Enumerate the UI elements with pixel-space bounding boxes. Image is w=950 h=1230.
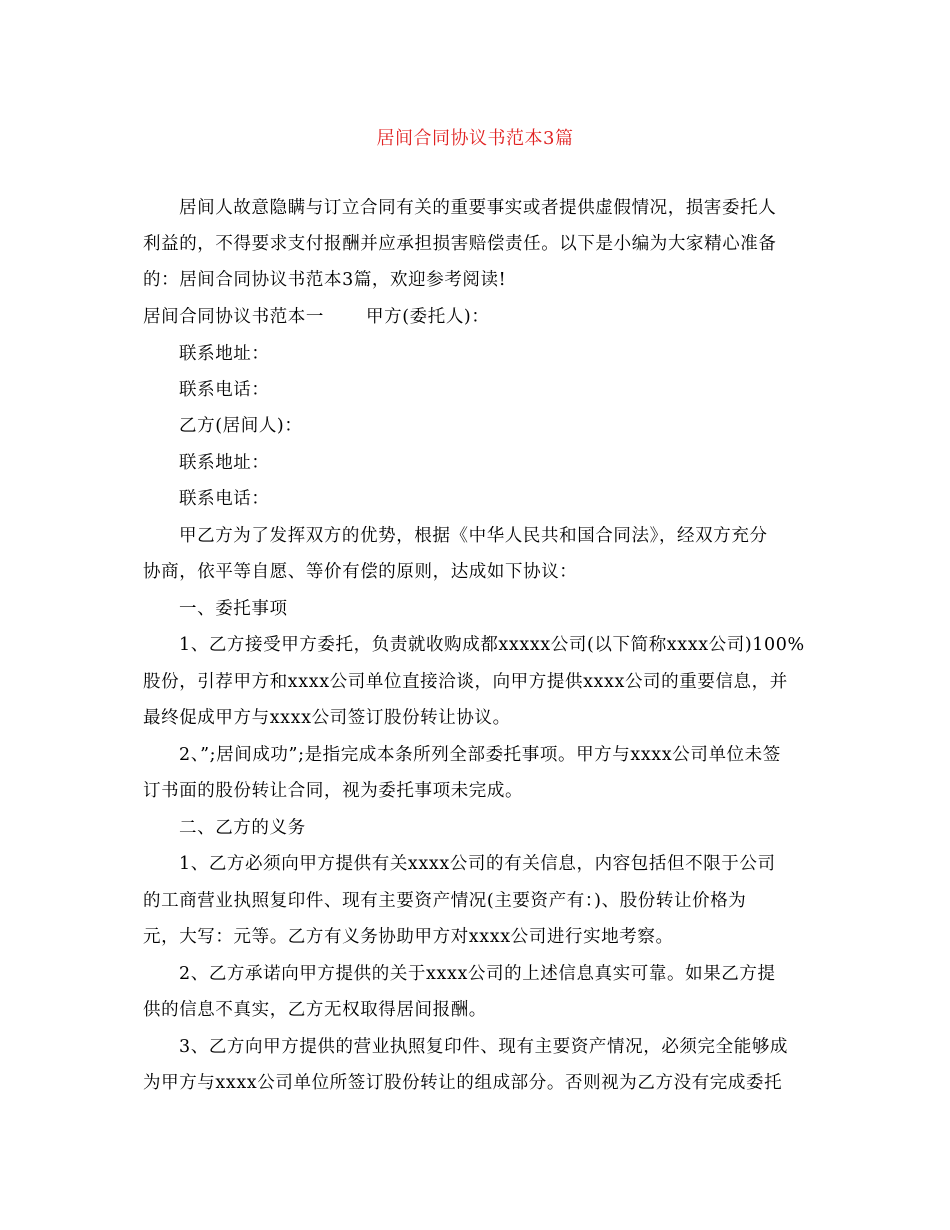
- party-b-address: 联系地址：: [179, 453, 270, 473]
- document-title: 居间合同协议书范本3篇: [376, 128, 574, 149]
- paragraph-line: 为甲方与xxxx公司单位所签订股份转让的组成部分。否则视为乙方没有完成委托: [143, 1073, 783, 1093]
- paragraph-line: 的：居间合同协议书范本3篇，欢迎参考阅读!: [143, 270, 507, 290]
- section-heading: 居间合同协议书范本一: [143, 307, 324, 327]
- paragraph-line: 2、乙方承诺向甲方提供的关于xxxx公司的上述信息真实可靠。如果乙方提: [179, 964, 776, 984]
- party-a-address: 联系地址：: [179, 344, 270, 364]
- party-b-label: 乙方(居间人)：: [179, 416, 303, 436]
- paragraph-line: 甲乙方为了发挥双方的优势，根据《中华人民共和国合同法》，经双方充分: [179, 526, 768, 546]
- paragraph-line: 3、乙方向甲方提供的营业执照复印件、现有主要资产情况，必须完全能够成: [179, 1037, 789, 1057]
- party-a-label: 甲方(委托人)：: [366, 307, 490, 327]
- section-heading: 二、乙方的义务: [179, 818, 306, 838]
- paragraph-line: 的工商营业执照复印件、现有主要资产情况(主要资产有：)、股份转让价格为: [143, 891, 747, 911]
- paragraph-line: 协商，依平等自愿、等价有偿的原则，达成如下协议：: [143, 562, 578, 582]
- paragraph-line: 1、乙方接受甲方委托，负责就收购成都xxxxx公司(以下简称xxxx公司)100%: [179, 635, 805, 655]
- party-b-phone: 联系电话：: [179, 489, 270, 509]
- paragraph-line: 元，大写：元等。乙方有义务协助甲方对xxxx公司进行实地考察。: [143, 927, 674, 947]
- section-heading-line: [143, 305, 489, 329]
- paragraph-line: 股份，引荐甲方和xxxx公司单位直接洽谈，向甲方提供xxxx公司的重要信息，并: [143, 672, 788, 692]
- paragraph-line: 居间人故意隐瞒与订立合同有关的重要事实或者提供虚假情况，损害委托人: [179, 198, 777, 218]
- paragraph-line: 利益的，不得要求支付报酬并应承担损害赔偿责任。以下是小编为大家精心准备: [143, 234, 777, 254]
- paragraph-line: 订书面的股份转让合同，视为委托事项未完成。: [143, 781, 524, 801]
- section-heading: 一、委托事项: [179, 599, 288, 619]
- paragraph-line: 最终促成甲方与xxxx公司签订股份转让协议。: [143, 708, 511, 728]
- paragraph-line: 2、”;居间成功”;是指完成本条所列全部委托事项。甲方与xxxx公司单位未签: [179, 745, 781, 765]
- paragraph-line: 1、乙方必须向甲方提供有关xxxx公司的有关信息，内容包括但不限于公司: [179, 854, 776, 874]
- party-a-phone: 联系电话：: [179, 380, 270, 400]
- paragraph-line: 供的信息不真实，乙方无权取得居间报酬。: [143, 1000, 487, 1020]
